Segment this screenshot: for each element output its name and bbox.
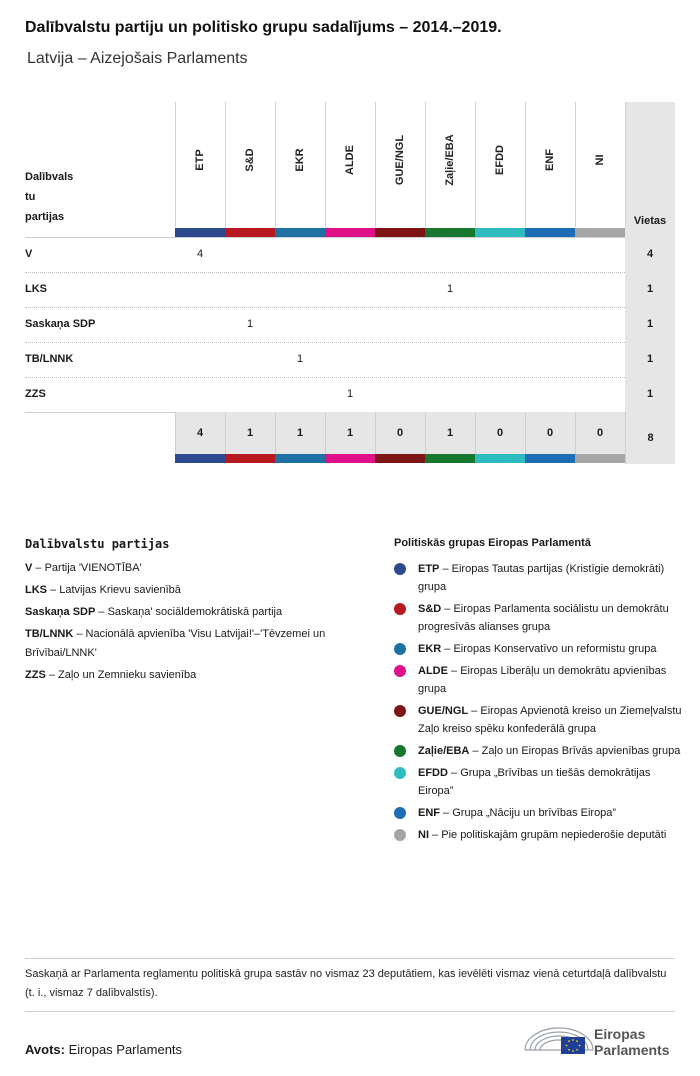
group-color-bar [275,228,325,237]
party-total: 1 [625,377,675,412]
hemicycle-icon [523,1020,595,1060]
seat-cell [575,342,625,377]
seat-cell [375,342,425,377]
group-color-bar [325,228,375,237]
source-line [25,1042,182,1057]
group-header-6 [475,102,525,227]
group-color-bar [475,228,525,237]
column-divider [225,412,226,454]
group-header-1 [225,102,275,227]
group-legend-code: EKR [418,643,442,655]
group-header-label: ALDE [344,145,356,175]
table-row [25,272,675,307]
party-legend-item: TB/LNNK – Nacionālā apvienība 'Visu Latvijai!'–'Tēvzemei un Brīvībai/LNNK' [25,628,326,659]
seat-cell [525,342,575,377]
seat-distribution-table [25,102,675,464]
group-legend-code: ALDE [418,665,448,677]
group-legend-code: ENF [418,807,440,819]
column-divider [375,412,376,454]
group-total: 1 [296,427,304,439]
column-divider [275,412,276,454]
group-legend-code: ETP [418,563,440,575]
party-name: Saskaņa SDP [25,318,96,330]
seat-cell: 1 [246,318,254,330]
seat-cell [275,237,325,272]
seat-cell [525,307,575,342]
seat-cell [475,272,525,307]
column-divider [625,102,626,227]
column-divider [325,412,326,454]
group-header-label: EKR [294,148,306,172]
seat-cell [475,377,525,412]
seat-cell [475,237,525,272]
party-legend-code: Saskaņa SDP [25,606,96,618]
seat-cell [325,307,375,342]
seat-cell [525,237,575,272]
party-total: 1 [625,272,675,307]
seat-cell [425,377,475,412]
source-label: Avots: [25,1042,65,1057]
party-legend-title: Dalībvalstu partijas [25,537,170,551]
party-legend-name: Latvijas Krievu savienībā [59,584,181,596]
group-legend-name: Eiropas Tautas partijas (Kristīgie demokrāti) grupa [418,563,665,593]
party-legend-code: V [25,562,33,574]
seat-cell [225,237,275,272]
seat-cell [275,377,325,412]
logo-text: Eiropas Parlaments [594,1026,670,1058]
group-total: 0 [496,427,504,439]
group-color-bar [375,228,425,237]
group-legend-item: NI – Pie politiskajām grupām nepiederošie deputāti [394,826,684,844]
group-header-0 [175,102,225,227]
party-legend-name: Partija 'VIENOTĪBA' [44,562,142,574]
group-legend [394,537,684,848]
group-legend-item: Zaļie/EBA – Zaļo un Eiropas Brīvās apvienības grupa [394,742,684,760]
group-header-2 [275,102,325,227]
party-legend-code: TB/LNNK [25,628,74,640]
group-color-bar [525,454,575,463]
column-divider [525,412,526,454]
group-legend-code: Zaļie/EBA [418,745,470,757]
party-total: 1 [625,342,675,377]
table-row [25,307,675,342]
group-header-8 [575,102,625,227]
seat-cell: 1 [346,388,354,400]
group-color-bar [325,454,375,463]
footnote: Saskaņā ar Parlamenta reglamentu politiskā grupa sastāv no vismaz 23 deputātiem, kas ievēlēti vismaz vienā ceturtdaļā dalībvalstu (t. i., vismaz 7 dalībvalstīs). [25,968,667,999]
group-legend-name: Grupa „Nāciju un brīvības Eiropa” [452,807,617,819]
group-color-bar [425,228,475,237]
group-color-bar [425,454,475,463]
group-total: 0 [596,427,604,439]
seat-cell [175,272,225,307]
seat-cell [375,307,425,342]
group-header-label: ENF [544,149,556,171]
seat-cell [225,377,275,412]
group-legend-name: Eiropas Apvienotā kreiso un Ziemeļvalstu Zaļo kreiso spēku konfederālā grupa [418,705,682,735]
group-legend-name: Pie politiskajām grupām nepiederošie deputāti [441,829,667,841]
seat-cell [425,342,475,377]
european-parliament-logo [523,1020,678,1060]
seat-cell: 4 [196,248,204,260]
party-legend-item: ZZS – Zaļo un Zemnieku savienība [25,669,197,681]
group-color-dot-icon [394,767,406,779]
group-legend-item: EKR – Eiropas Konservatīvo un reformistu grupa [394,640,684,658]
party-legend [25,537,365,688]
seat-cell [325,237,375,272]
seat-cell [275,307,325,342]
party-total: 1 [625,307,675,342]
seat-cell [425,237,475,272]
group-color-dot-icon [394,643,406,655]
group-total: 0 [546,427,554,439]
group-legend-title: Politiskās grupas Eiropas Parlamentā [394,537,591,549]
party-legend-name: Zaļo un Zemnieku savienība [58,669,197,681]
group-header-4 [375,102,425,227]
page-title: Dalībvalstu partiju un politisko grupu sadalījums – 2014.–2019. [25,19,502,36]
group-color-dot-icon [394,807,406,819]
group-legend-code: EFDD [418,767,448,779]
page-subtitle: Latvija – Aizejošais Parlaments [27,50,248,67]
group-header-label: S&D [244,148,256,172]
column-divider [175,412,176,454]
column-divider [575,412,576,454]
column-divider [425,412,426,454]
group-header-label: NI [594,154,606,166]
group-total: 1 [246,427,254,439]
seat-cell [575,237,625,272]
seat-cell [475,342,525,377]
group-color-bar [175,454,225,463]
seat-cell [175,307,225,342]
seat-cell [475,307,525,342]
party-name: ZZS [25,388,46,400]
seat-cell [425,307,475,342]
group-color-bar [225,228,275,237]
group-legend-item: EFDD – Grupa „Brīvības un tiešās demokrātijas Eiropa” [394,764,684,800]
grand-total: 8 [625,412,675,464]
group-header-label: ETP [194,149,206,171]
group-total: 0 [396,427,404,439]
group-header-label: Zaļie/EBA [444,134,456,186]
party-column-header: Dalībvals tu partijas [25,171,74,223]
group-legend-item: GUE/NGL – Eiropas Apvienotā kreiso un Ziemeļvalstu Zaļo kreiso spēku konfederālā grupa [394,702,684,738]
seat-cell [275,272,325,307]
divider [25,1011,675,1012]
group-total: 4 [196,427,204,439]
group-legend-code: S&D [418,603,442,615]
group-color-bar [575,454,625,463]
seat-cell [175,377,225,412]
party-total: 4 [625,237,675,272]
group-legend-item: S&D – Eiropas Parlamenta sociālistu un demokrātu progresīvās alianses grupa [394,600,684,636]
group-header-7 [525,102,575,227]
seat-cell: 1 [446,283,454,295]
group-color-bar [475,454,525,463]
source-value: Eiropas Parlaments [68,1042,183,1057]
group-color-dot-icon [394,829,406,841]
group-color-bar [175,228,225,237]
seat-cell [225,342,275,377]
group-total: 1 [346,427,354,439]
group-legend-code: NI [418,829,429,841]
group-legend-name: Zaļo un Eiropas Brīvās apvienības grupa [481,745,681,757]
group-header-label: GUE/NGL [394,134,406,186]
group-color-bar [275,454,325,463]
group-legend-code: GUE/NGL [418,705,469,717]
party-legend-item: V – Partija 'VIENOTĪBA' [25,562,142,574]
group-header-3 [325,102,375,227]
group-color-dot-icon [394,563,406,575]
party-name: TB/LNNK [25,353,74,365]
group-color-bar [575,228,625,237]
group-total: 1 [446,427,454,439]
seat-cell [575,307,625,342]
group-color-bar [525,228,575,237]
seat-cell [375,237,425,272]
seat-cell [175,342,225,377]
divider [25,958,675,959]
seat-cell [525,377,575,412]
seat-cell [375,377,425,412]
seat-cell [575,272,625,307]
group-legend-name: Eiropas Liberāļu un demokrātu apvienības grupa [418,665,667,695]
group-header-label: EFDD [494,145,506,175]
group-header-5 [425,102,475,227]
group-color-bar [225,454,275,463]
seat-cell [325,272,375,307]
seat-cell: 1 [296,353,304,365]
party-legend-code: LKS [25,584,47,596]
party-legend-code: ZZS [25,669,46,681]
group-legend-name: Eiropas Konservatīvo un reformistu grupa [453,643,657,655]
group-legend-name: Eiropas Parlamenta sociālistu un demokrātu progresīvās alianses grupa [418,603,669,633]
party-name: LKS [25,283,47,295]
table-row [25,342,675,377]
table-row [25,237,675,272]
group-color-dot-icon [394,603,406,615]
group-color-bar [375,454,425,463]
party-legend-name: Nacionālā apvienība 'Visu Latvijai!'–'Tēvzemei un Brīvībai/LNNK' [25,628,326,659]
party-legend-name: Saskaņa' sociāldemokrātiskā partija [107,606,283,618]
seats-column-header: Vietas [625,102,675,237]
group-color-dot-icon [394,665,406,677]
party-legend-item: LKS – Latvijas Krievu savienībā [25,584,181,596]
group-legend-item: ENF – Grupa „Nāciju un brīvības Eiropa” [394,804,684,822]
seat-cell [525,272,575,307]
group-color-dot-icon [394,705,406,717]
seat-cell [225,272,275,307]
seat-cell [325,342,375,377]
group-legend-name: Grupa „Brīvības un tiešās demokrātijas Eiropa” [418,767,651,797]
seat-cell [575,377,625,412]
table-row [25,377,675,412]
party-legend-item: Saskaņa SDP – Saskaņa' sociāldemokrātiskā partija [25,606,283,618]
column-divider [475,412,476,454]
seat-cell [375,272,425,307]
party-name: V [25,248,33,260]
group-color-dot-icon [394,745,406,757]
group-legend-item: ETP – Eiropas Tautas partijas (Kristīgie demokrāti) grupa [394,560,684,596]
group-legend-item: ALDE – Eiropas Liberāļu un demokrātu apvienības grupa [394,662,684,698]
